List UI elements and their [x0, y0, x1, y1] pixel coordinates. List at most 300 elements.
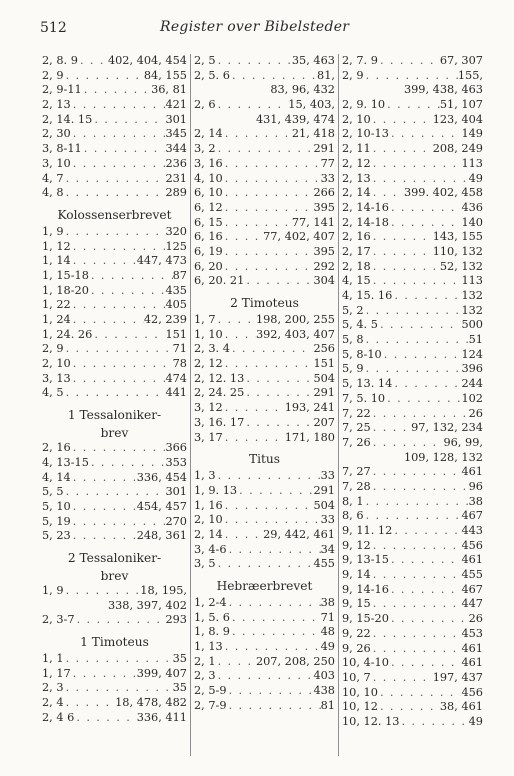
index-entry: [42, 696, 187, 711]
leader-dots: [230, 342, 314, 357]
index-entry: [342, 583, 483, 598]
page-refs: 113: [461, 274, 483, 288]
leader-dots: [92, 328, 165, 343]
index-entry: [42, 254, 187, 269]
verse-ref: 2, 7-9: [194, 698, 227, 712]
verse-ref: 7, 26: [342, 435, 371, 449]
index-entry: [194, 640, 335, 655]
page-refs: 38, 461: [439, 700, 483, 714]
leader-dots: [64, 652, 173, 667]
index-entry: [342, 539, 483, 554]
leader-dots: [389, 583, 462, 598]
leader-dots: [371, 274, 462, 289]
leader-dots: [227, 596, 321, 611]
page-number: 512: [40, 20, 67, 36]
leader-dots: [371, 260, 440, 275]
page-refs: 453: [461, 626, 483, 640]
page-refs: 396: [461, 362, 483, 376]
leader-dots: [389, 216, 462, 231]
index-entry: [194, 513, 335, 528]
index-entry: [42, 69, 187, 84]
index-entry: [194, 313, 335, 328]
verse-ref: 3, 17: [194, 430, 223, 444]
leader-dots: [71, 298, 166, 313]
verse-ref: 9, 13-15: [342, 553, 389, 567]
leader-dots: [371, 245, 433, 260]
leader-dots: [216, 54, 292, 69]
page-refs: 443: [461, 524, 483, 537]
page-refs: 171, 180: [284, 430, 335, 444]
index-entry: [194, 596, 335, 611]
index-entry: [194, 499, 335, 514]
page-refs: 421: [165, 98, 187, 112]
index-entry: [342, 348, 483, 363]
page-refs: 403: [313, 669, 335, 683]
verse-ref: 5, 8: [342, 333, 364, 347]
page-refs: 77, 402, 407: [263, 230, 335, 244]
page-refs: 198, 200, 255: [255, 313, 335, 326]
page-refs: 42, 239: [143, 313, 187, 326]
index-entry: [194, 669, 335, 684]
page-refs: 344: [165, 142, 187, 156]
verse-ref: 2, 4 6: [42, 710, 75, 724]
index-entry: [194, 127, 335, 142]
verse-ref: 3, 2: [194, 142, 216, 156]
index-entry: [342, 216, 483, 231]
page-refs: 18, 478, 482: [115, 696, 187, 710]
leader-dots: [78, 54, 108, 69]
verse-ref: 2, 14: [342, 186, 371, 200]
page-refs: 83, 96, 432: [270, 83, 335, 97]
index-entry: [194, 69, 335, 84]
verse-ref: 7, 22: [342, 406, 371, 420]
verse-ref: 2, 9: [42, 342, 64, 356]
leader-dots: [223, 172, 321, 187]
verse-ref: 2, 13: [42, 98, 71, 112]
verse-ref: 1, 22: [42, 298, 71, 312]
verse-ref: 2, 1: [194, 654, 216, 668]
index-entry: [342, 230, 483, 245]
index-entry: [342, 127, 483, 142]
page-refs: 456: [461, 538, 483, 552]
leader-dots: [389, 201, 462, 216]
page-refs: 113: [461, 156, 483, 170]
index-entry: [342, 436, 483, 451]
leader-dots: [244, 274, 313, 289]
verse-ref: 4, 15. 16: [342, 289, 393, 302]
page-refs: 438: [313, 684, 335, 698]
page-refs: 33: [320, 171, 335, 185]
index-entry: [342, 421, 483, 436]
index-entry: [342, 245, 483, 260]
leader-dots: [223, 528, 263, 543]
page-refs: 124: [461, 347, 483, 361]
index-entry: [342, 201, 483, 216]
index-column-2: [190, 54, 338, 756]
index-entry: [194, 372, 335, 387]
page-refs: 71: [172, 342, 187, 356]
verse-ref: 1, 9: [42, 583, 64, 597]
index-entry: [342, 495, 483, 510]
page-refs: 208, 249: [432, 142, 483, 156]
index-entry: [342, 553, 483, 568]
leader-dots: [364, 495, 469, 510]
page-refs: 395: [313, 200, 335, 214]
index-entry: [194, 245, 335, 260]
verse-ref: 7, 27: [342, 465, 371, 479]
index-entry: [342, 407, 483, 422]
index-entry: [342, 686, 483, 701]
verse-ref: 1, 15-18: [42, 268, 89, 282]
leader-dots: [223, 260, 314, 275]
index-entry: [42, 613, 187, 628]
leader-dots: [371, 671, 433, 686]
index-entry: [342, 54, 483, 69]
verse-ref: 1, 18-20: [42, 283, 89, 297]
leader-dots: [64, 584, 141, 599]
index-continuation: [42, 599, 187, 614]
verse-ref: 5, 4. 5: [342, 318, 378, 332]
page-refs: 500: [461, 318, 483, 332]
page-refs: 96: [468, 479, 483, 493]
leader-dots: [364, 333, 469, 348]
leader-dots: [227, 684, 314, 699]
page-refs: 336, 411: [136, 710, 187, 724]
index-entry: [194, 157, 335, 172]
leader-dots: [64, 225, 166, 240]
verse-ref: 1, 2-4: [194, 596, 227, 609]
leader-dots: [223, 401, 285, 416]
verse-ref: 2, 9. 10: [342, 98, 386, 112]
verse-ref: 10, 7: [342, 670, 371, 684]
leader-dots: [75, 613, 166, 628]
index-entry: [42, 284, 187, 299]
index-entry: [342, 392, 483, 407]
page-refs: 81: [320, 698, 335, 712]
index-continuation: [342, 83, 483, 98]
verse-ref: 5, 13. 14: [342, 377, 393, 391]
verse-ref: 2, 8. 9: [42, 54, 78, 67]
leader-dots: [385, 98, 440, 113]
leader-dots: [64, 172, 166, 187]
page-refs: 38: [468, 494, 483, 508]
index-entry: [42, 127, 187, 142]
leader-dots: [389, 127, 462, 142]
page-refs: 345: [165, 127, 187, 141]
verse-ref: 1, 7: [194, 313, 216, 326]
page-refs: 77: [320, 156, 335, 170]
index-entry: [194, 328, 335, 343]
book-heading: 1 Tessaloniker-: [67, 408, 162, 423]
leader-dots: [364, 69, 458, 84]
page-refs: 18, 195,: [140, 583, 187, 597]
leader-dots: [385, 392, 461, 407]
index-entry: [194, 431, 335, 446]
verse-ref: 5, 23: [42, 529, 71, 543]
page-refs: 77, 141: [291, 215, 335, 229]
index-entry: [342, 186, 483, 201]
leader-dots: [71, 98, 166, 113]
page-refs: 151: [313, 357, 335, 371]
leader-dots: [371, 597, 462, 612]
index-entry: [42, 667, 187, 682]
leader-dots: [378, 700, 440, 715]
index-entry: [342, 289, 483, 304]
verse-ref: 1, 17: [42, 666, 71, 680]
page-refs: 51: [468, 333, 483, 347]
page-refs: 461: [461, 553, 483, 567]
leader-dots: [223, 513, 321, 528]
leader-dots: [371, 642, 462, 657]
verse-ref: 2, 10: [42, 357, 71, 371]
verse-ref: 6, 15: [194, 215, 223, 229]
running-title: Register over Bibelsteder: [160, 19, 350, 35]
page-refs: 248, 361: [136, 529, 187, 543]
index-entry: [194, 401, 335, 416]
index-entry: [42, 471, 187, 486]
page-refs: 48: [320, 625, 335, 639]
page-refs: 467: [461, 509, 483, 523]
page-refs: 52, 132: [439, 259, 483, 273]
page-refs: 35: [172, 681, 187, 695]
verse-ref: 2, 14. 15: [42, 112, 93, 126]
leader-dots: [71, 667, 137, 682]
verse-ref: 2, 16: [42, 441, 71, 455]
page-refs: 132: [461, 289, 483, 302]
verse-ref: 2, 5: [194, 54, 216, 67]
index-entry: [194, 484, 335, 499]
page-refs: 97, 132, 234: [411, 421, 483, 435]
verse-ref: 3, 16: [194, 156, 223, 170]
index-entry: [342, 304, 483, 319]
page-refs: 193, 241: [284, 401, 335, 415]
page-refs: 125: [165, 239, 187, 253]
page-refs: 244: [461, 377, 483, 391]
verse-ref: 1, 3: [194, 469, 216, 483]
page-refs: 447: [461, 597, 483, 611]
page-refs: 35, 463: [291, 54, 335, 67]
index-entry: [194, 186, 335, 201]
leader-dots: [400, 715, 469, 730]
index-entry: [342, 480, 483, 495]
leader-dots: [244, 386, 313, 401]
leader-dots: [71, 372, 166, 387]
index-entry: [194, 386, 335, 401]
leader-dots: [74, 711, 136, 726]
book-heading: Kolossenserbrevet: [57, 207, 172, 222]
page-refs: 149: [461, 127, 483, 141]
index-entry: [342, 142, 483, 157]
page-refs: 26: [468, 406, 483, 420]
index-entry: [194, 216, 335, 231]
leader-dots: [230, 69, 317, 84]
verse-ref: 2, 10-13: [342, 127, 389, 141]
leader-dots: [371, 157, 462, 172]
leader-dots: [216, 313, 256, 328]
leader-dots: [64, 186, 166, 201]
index-entry: [42, 342, 187, 357]
index-entry: [194, 342, 335, 357]
book-heading: brev: [100, 568, 129, 583]
verse-ref: 6, 20. 21: [194, 274, 245, 288]
leader-dots: [223, 499, 314, 514]
book-heading: Titus: [248, 452, 281, 467]
page-refs: 102: [461, 391, 483, 405]
page-refs: 353: [165, 455, 187, 469]
leader-dots: [64, 342, 173, 357]
verse-ref: 2, 16: [342, 230, 371, 244]
index-continuation: [194, 113, 335, 128]
index-entry: [42, 500, 187, 515]
verse-ref: 5, 10: [42, 499, 71, 513]
index-entry: [342, 700, 483, 715]
book-heading: 2 Timoteus: [230, 296, 299, 310]
index-entry: [342, 157, 483, 172]
leader-dots: [64, 696, 116, 711]
verse-ref: 2, 3. 4: [194, 342, 230, 356]
verse-ref: 5, 8-10: [342, 347, 382, 361]
page-refs: 270: [165, 514, 187, 528]
verse-ref: 2, 9: [342, 68, 364, 82]
leader-dots: [223, 328, 256, 343]
leader-dots: [92, 113, 165, 128]
leader-dots: [392, 524, 461, 539]
leader-dots: [389, 656, 462, 671]
verse-ref: 10, 4-10: [342, 656, 389, 670]
page-refs: 399, 438, 463: [403, 83, 483, 97]
leader-dots: [223, 357, 314, 372]
page-refs: 123, 404: [432, 112, 483, 126]
verse-ref: 9, 26: [342, 641, 371, 655]
verse-ref: 2, 12: [342, 156, 371, 170]
verse-ref: 2, 5-9: [194, 684, 227, 698]
index-entry: [42, 113, 187, 128]
page-refs: 366: [165, 441, 187, 455]
verse-ref: 2, 17: [342, 244, 371, 258]
verse-ref: 2, 7. 9: [342, 54, 378, 67]
index-entry: [42, 357, 187, 372]
index-entry: [194, 54, 335, 69]
verse-ref: 2, 9: [42, 68, 64, 82]
verse-ref: 5, 19: [42, 514, 71, 528]
leader-dots: [71, 240, 166, 255]
page-refs: 29, 442, 461: [263, 527, 335, 541]
verse-ref: 1, 9: [42, 224, 64, 238]
index-entry: [42, 441, 187, 456]
index-entry: [342, 69, 483, 84]
verse-ref: 3, 12: [194, 401, 223, 415]
page-refs: 461: [461, 465, 483, 479]
page-refs: 461: [461, 641, 483, 655]
leader-dots: [223, 640, 321, 655]
leader-dots: [230, 625, 321, 640]
leader-dots: [364, 509, 462, 524]
page-refs: 81,: [317, 68, 335, 82]
verse-ref: 5, 2: [342, 303, 364, 317]
verse-ref: 8, 1: [342, 494, 364, 508]
page-refs: 197, 437: [432, 670, 483, 684]
index-entry: [194, 528, 335, 543]
page-refs: 395: [313, 244, 335, 258]
verse-ref: 9, 11. 12: [342, 524, 393, 537]
page-refs: 71: [320, 610, 335, 624]
page-refs: 49: [320, 640, 335, 654]
verse-ref: 2, 14-16: [342, 200, 389, 214]
leader-dots: [64, 681, 173, 696]
verse-ref: 2, 9-11: [42, 83, 82, 97]
index-entry: [342, 172, 483, 187]
index-entry: [42, 515, 187, 530]
index-column-1: [42, 54, 190, 756]
leader-dots: [64, 386, 166, 401]
verse-ref: 4, 7: [42, 171, 64, 185]
index-entry: [42, 652, 187, 667]
page-refs: 399. 402, 458: [403, 186, 483, 200]
page-refs: 155,: [457, 68, 483, 82]
index-entry: [42, 225, 187, 240]
page-refs: 207, 208, 250: [255, 654, 335, 668]
verse-ref: 6, 10: [194, 186, 223, 200]
verse-ref: 2, 3: [194, 669, 216, 683]
verse-ref: 7, 28: [342, 479, 371, 493]
page-refs: 474: [165, 371, 187, 385]
verse-ref: 6, 16: [194, 230, 223, 244]
index-entry: [194, 699, 335, 714]
verse-ref: 2, 5. 6: [194, 68, 230, 82]
leader-dots: [71, 313, 144, 328]
index-entry: [42, 298, 187, 313]
verse-ref: 5, 9: [342, 362, 364, 376]
index-entry: [42, 240, 187, 255]
index-entry: [342, 362, 483, 377]
verse-ref: 6, 12: [194, 200, 223, 214]
leader-dots: [364, 362, 462, 377]
index-entry: [194, 543, 335, 558]
index-entry: [194, 684, 335, 699]
page-refs: 504: [313, 498, 335, 512]
page-refs: 33: [320, 469, 335, 483]
index-entry: [42, 328, 187, 343]
index-entry: [42, 269, 187, 284]
verse-ref: 7, 5. 10: [342, 391, 386, 405]
index-entry: [194, 274, 335, 289]
leader-dots: [216, 98, 289, 113]
page-refs: 504: [313, 371, 335, 385]
verse-ref: 1, 13: [194, 640, 223, 654]
page-refs: 34: [320, 542, 335, 556]
index-entry: [342, 333, 483, 348]
page-refs: 292: [313, 259, 335, 273]
verse-ref: 1, 24. 26: [42, 327, 93, 341]
leader-dots: [378, 54, 440, 69]
verse-ref: 9, 22: [342, 626, 371, 640]
index-entry: [42, 54, 187, 69]
verse-ref: 8, 6: [342, 509, 364, 523]
page-refs: 405: [165, 298, 187, 312]
leader-dots: [378, 686, 462, 701]
leader-dots: [364, 304, 462, 319]
page-refs: 38: [320, 596, 335, 609]
leader-dots: [216, 557, 314, 572]
leader-dots: [89, 284, 166, 299]
verse-ref: 3, 13: [42, 371, 71, 385]
index-entry: [42, 186, 187, 201]
verse-ref: 9, 14: [342, 568, 371, 582]
leader-dots: [371, 172, 469, 187]
index-entry: [194, 172, 335, 187]
page-refs: 49: [468, 714, 483, 728]
verse-ref: 2, 10: [194, 513, 223, 527]
